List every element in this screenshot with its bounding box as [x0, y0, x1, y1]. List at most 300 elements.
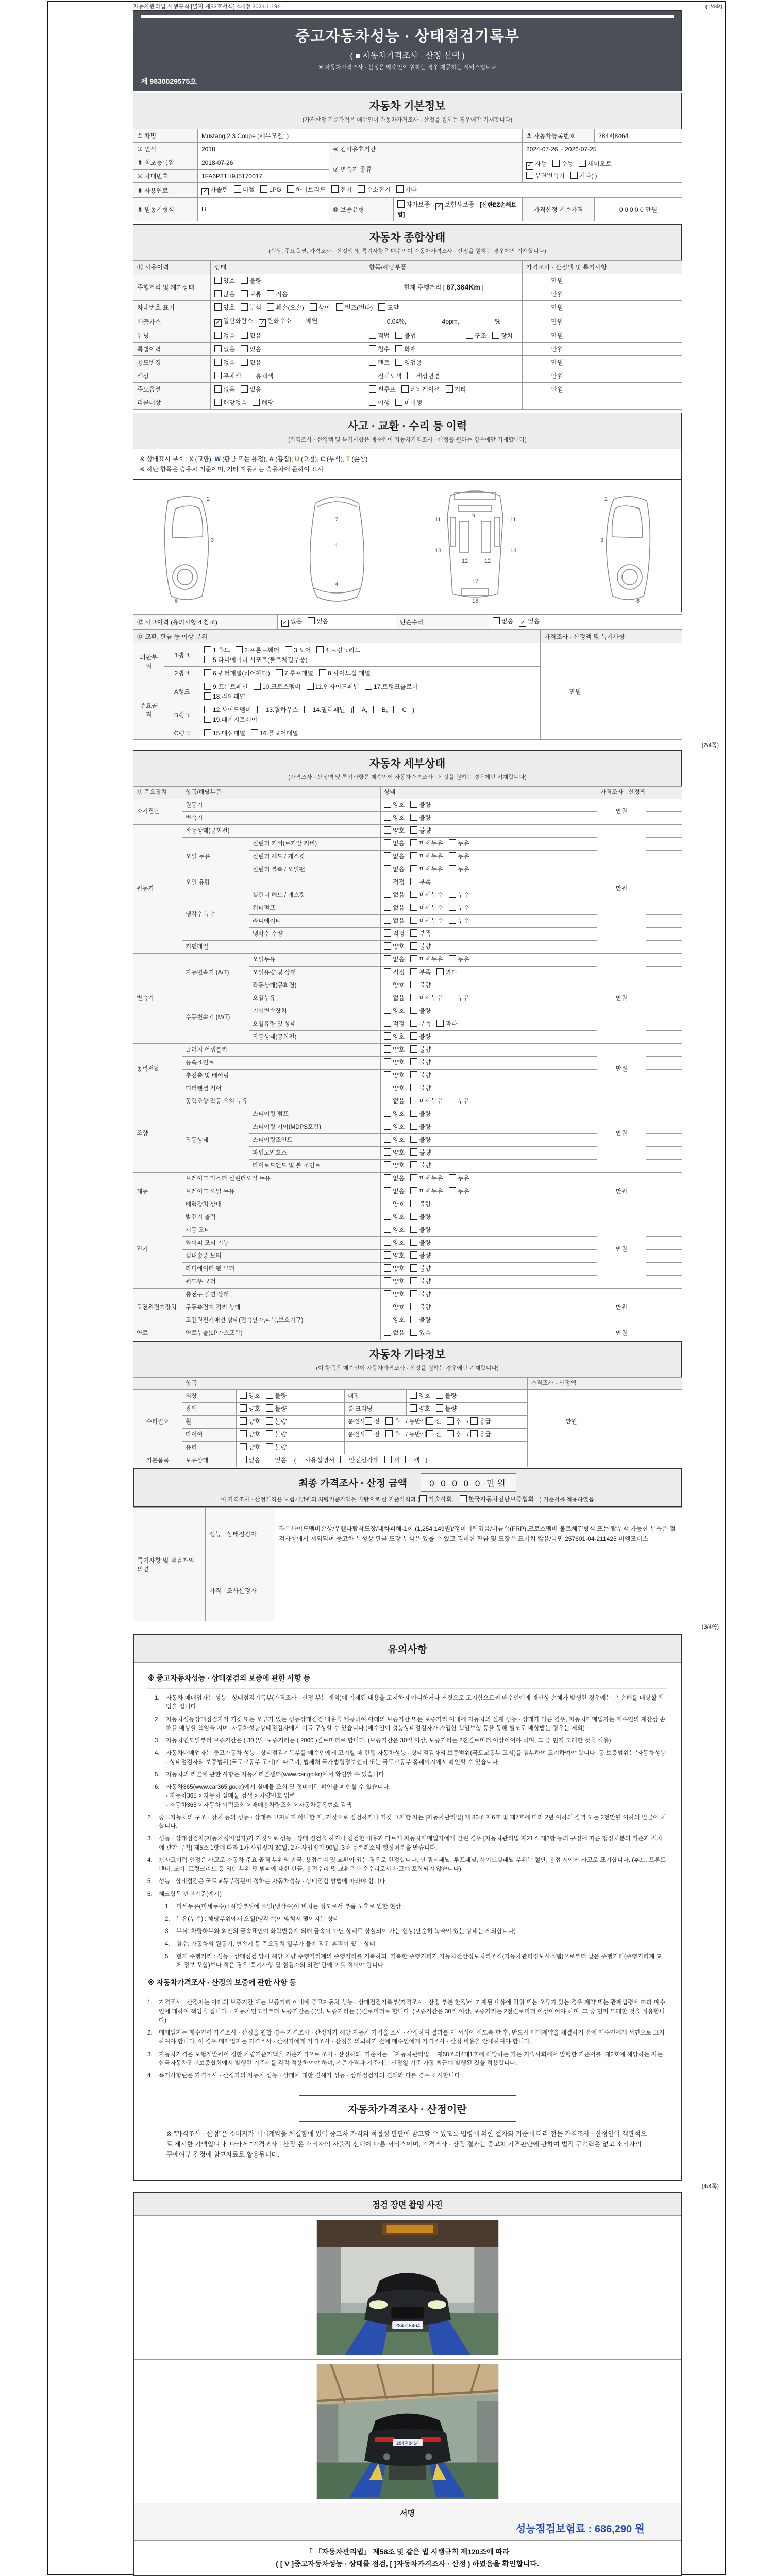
checkbox-option[interactable]: [384, 1109, 405, 1119]
checkbox-option[interactable]: [384, 1174, 405, 1183]
checkbox-option[interactable]: [410, 968, 431, 977]
checkbox-option[interactable]: [240, 1430, 260, 1439]
checkbox-icon[interactable]: [267, 290, 274, 297]
checkbox-icon[interactable]: [410, 1316, 417, 1323]
checkbox-option[interactable]: [384, 1225, 405, 1235]
checkbox-icon[interactable]: [410, 994, 417, 1001]
checkbox-icon[interactable]: [410, 852, 417, 859]
checkbox-option[interactable]: [257, 705, 298, 714]
checkbox-option[interactable]: [214, 316, 253, 327]
checkbox-icon[interactable]: [395, 399, 402, 406]
checkbox-checked-icon[interactable]: ✓: [201, 188, 209, 195]
checkbox-icon[interactable]: [410, 917, 417, 924]
checkbox-icon[interactable]: [384, 1187, 391, 1194]
checkbox-icon[interactable]: [384, 891, 391, 898]
checkbox-icon[interactable]: [266, 1392, 273, 1399]
checkbox-option[interactable]: [384, 1032, 405, 1042]
checkbox-option[interactable]: [350, 706, 368, 714]
checkbox-option[interactable]: [251, 728, 298, 737]
checkbox-option[interactable]: [410, 813, 431, 823]
checkbox-option[interactable]: [266, 1404, 287, 1414]
checkbox-icon[interactable]: [241, 359, 248, 366]
checkbox-option[interactable]: [419, 1495, 454, 1503]
checkbox-icon[interactable]: [410, 1404, 417, 1412]
checkbox-option[interactable]: [410, 1174, 443, 1183]
checkbox-option[interactable]: [410, 929, 431, 939]
signature-label[interactable]: 서명: [400, 2509, 415, 2518]
checkbox-icon[interactable]: [241, 277, 248, 284]
checkbox-option[interactable]: [384, 800, 405, 810]
checkbox-option[interactable]: [449, 1096, 469, 1106]
checkbox-option[interactable]: [214, 276, 235, 285]
checkbox-icon[interactable]: [365, 1417, 372, 1425]
checkbox-option[interactable]: [365, 1417, 380, 1427]
checkbox-option[interactable]: [384, 1006, 405, 1016]
checkbox-icon[interactable]: [426, 1430, 433, 1437]
checkbox-icon[interactable]: [336, 303, 343, 311]
checkbox-icon[interactable]: [384, 1264, 391, 1272]
checkbox-option[interactable]: [214, 345, 235, 353]
checkbox-option[interactable]: [384, 1264, 405, 1274]
checkbox-icon[interactable]: [419, 1495, 427, 1502]
checkbox-icon[interactable]: [449, 994, 456, 1001]
checkbox-option[interactable]: [393, 706, 407, 714]
checkbox-checked-icon[interactable]: ✓: [281, 620, 289, 627]
checkbox-icon[interactable]: [287, 185, 294, 193]
checkbox-icon[interactable]: [266, 1430, 273, 1437]
checkbox-option[interactable]: [266, 1443, 287, 1452]
checkbox-icon[interactable]: [393, 706, 400, 713]
checkbox-option[interactable]: [340, 1455, 379, 1465]
checkbox-option[interactable]: [365, 682, 418, 691]
checkbox-icon[interactable]: [251, 729, 258, 736]
checkbox-option[interactable]: [240, 1404, 260, 1414]
checkbox-icon[interactable]: [316, 646, 324, 653]
checkbox-icon[interactable]: [241, 385, 248, 393]
checkbox-option[interactable]: [410, 1187, 443, 1196]
checkbox-option[interactable]: [449, 1174, 469, 1183]
checkbox-icon[interactable]: [384, 1290, 391, 1297]
checkbox-icon[interactable]: [214, 345, 222, 352]
checkbox-option[interactable]: [308, 617, 328, 625]
checkbox-icon[interactable]: [410, 839, 417, 846]
checkbox-icon[interactable]: [410, 1174, 417, 1181]
checkbox-icon[interactable]: [240, 1404, 247, 1412]
checkbox-option[interactable]: [204, 728, 245, 737]
checkbox-icon[interactable]: [214, 332, 222, 339]
checkbox-option[interactable]: [384, 852, 405, 861]
checkbox-icon[interactable]: [449, 917, 456, 924]
checkbox-icon[interactable]: [254, 683, 261, 690]
checkbox-option[interactable]: [241, 290, 261, 298]
checkbox-icon[interactable]: [410, 891, 417, 898]
checkbox-option[interactable]: [240, 1443, 260, 1452]
checkbox-icon[interactable]: [308, 617, 315, 624]
checkbox-option[interactable]: [410, 1212, 431, 1222]
checkbox-icon[interactable]: [401, 385, 409, 393]
checkbox-option[interactable]: [401, 385, 440, 394]
checkbox-icon[interactable]: [384, 955, 391, 962]
checkbox-option[interactable]: [296, 1455, 334, 1465]
checkbox-option[interactable]: [410, 916, 443, 926]
checkbox-icon[interactable]: [234, 185, 241, 193]
checkbox-option[interactable]: [236, 646, 279, 654]
checkbox-icon[interactable]: [240, 1456, 247, 1463]
checkbox-option[interactable]: [297, 316, 317, 325]
checkbox-option[interactable]: [331, 185, 352, 194]
checkbox-icon[interactable]: [410, 1303, 417, 1310]
checkbox-option[interactable]: [410, 890, 443, 900]
checkbox-icon[interactable]: [447, 1430, 454, 1437]
checkbox-icon[interactable]: [410, 1290, 417, 1297]
checkbox-option[interactable]: [384, 929, 405, 939]
checkbox-icon[interactable]: [384, 814, 391, 821]
checkbox-option[interactable]: [395, 345, 416, 353]
checkbox-option[interactable]: [384, 877, 405, 887]
checkbox-option[interactable]: [410, 1019, 431, 1029]
checkbox-icon[interactable]: [436, 1404, 443, 1412]
checkbox-option[interactable]: [446, 385, 466, 394]
checkbox-icon[interactable]: [240, 1417, 247, 1425]
checkbox-option[interactable]: [449, 1187, 469, 1196]
checkbox-icon[interactable]: [449, 955, 456, 962]
checkbox-option[interactable]: [410, 1032, 431, 1042]
checkbox-option[interactable]: [410, 1238, 431, 1248]
checkbox-icon[interactable]: [385, 1417, 393, 1425]
checkbox-icon[interactable]: [266, 1443, 273, 1450]
checkbox-option[interactable]: [254, 682, 301, 691]
checkbox-option[interactable]: [214, 358, 235, 367]
checkbox-icon[interactable]: [384, 1251, 391, 1259]
checkbox-option[interactable]: [410, 1071, 431, 1080]
checkbox-icon[interactable]: [240, 1430, 247, 1437]
checkbox-icon[interactable]: [257, 706, 264, 713]
checkbox-option[interactable]: [570, 171, 597, 180]
checkbox-icon[interactable]: [204, 669, 211, 676]
checkbox-option[interactable]: [384, 1083, 405, 1093]
checkbox-icon[interactable]: [410, 1213, 417, 1220]
checkbox-option[interactable]: [310, 303, 330, 312]
checkbox-icon[interactable]: [449, 1174, 456, 1181]
checkbox-option[interactable]: [410, 1328, 431, 1338]
checkbox-icon[interactable]: [319, 669, 326, 676]
checkbox-option[interactable]: [410, 1251, 431, 1261]
checkbox-icon[interactable]: [395, 359, 402, 366]
checkbox-option[interactable]: [241, 385, 261, 394]
checkbox-icon[interactable]: [384, 1148, 391, 1156]
checkbox-option[interactable]: [449, 955, 469, 964]
checkbox-icon[interactable]: [204, 706, 211, 713]
checkbox-icon[interactable]: [449, 839, 456, 846]
checkbox-icon[interactable]: [384, 1045, 391, 1053]
checkbox-icon[interactable]: [410, 865, 417, 872]
checkbox-icon[interactable]: [384, 1007, 391, 1014]
checkbox-option[interactable]: [410, 1290, 431, 1299]
checkbox-icon[interactable]: [410, 1123, 417, 1130]
checkbox-option[interactable]: [526, 171, 565, 180]
checkbox-option[interactable]: [384, 1096, 405, 1106]
checkbox-icon[interactable]: [369, 345, 376, 352]
checkbox-option[interactable]: [384, 916, 405, 926]
checkbox-option[interactable]: [395, 358, 422, 367]
checkbox-option[interactable]: [241, 303, 261, 312]
checkbox-icon[interactable]: [570, 172, 578, 179]
checkbox-icon[interactable]: [369, 332, 376, 339]
checkbox-icon[interactable]: [410, 1392, 417, 1399]
checkbox-icon[interactable]: [384, 801, 391, 808]
checkbox-option[interactable]: [449, 839, 469, 849]
checkbox-icon[interactable]: [384, 1161, 391, 1168]
checkbox-icon[interactable]: [410, 955, 417, 962]
checkbox-checked-icon[interactable]: ✓: [519, 620, 526, 627]
checkbox-icon[interactable]: [449, 904, 456, 911]
checkbox-icon[interactable]: [384, 1329, 391, 1336]
checkbox-icon[interactable]: [373, 706, 380, 713]
checkbox-icon[interactable]: [410, 1239, 417, 1246]
checkbox-option[interactable]: [385, 1417, 400, 1427]
checkbox-icon[interactable]: [214, 303, 222, 311]
checkbox-icon[interactable]: [384, 904, 391, 911]
checkbox-icon[interactable]: [358, 185, 365, 193]
checkbox-icon[interactable]: [410, 826, 417, 834]
checkbox-option[interactable]: [234, 185, 255, 194]
checkbox-icon[interactable]: [241, 290, 248, 297]
checkbox-icon[interactable]: [365, 1430, 372, 1437]
checkbox-option[interactable]: [492, 331, 513, 340]
checkbox-option[interactable]: [266, 1430, 287, 1439]
checkbox-option[interactable]: [410, 1264, 431, 1274]
checkbox-option[interactable]: [247, 371, 274, 380]
checkbox-option[interactable]: [204, 669, 270, 677]
checkbox-icon[interactable]: [410, 1045, 417, 1053]
checkbox-option[interactable]: [240, 1455, 260, 1465]
checkbox-option[interactable]: [281, 617, 302, 627]
checkbox-option[interactable]: [384, 1045, 405, 1055]
checkbox-option[interactable]: [369, 385, 396, 394]
checkbox-option[interactable]: [384, 826, 405, 836]
checkbox-option[interactable]: [266, 1417, 287, 1427]
checkbox-icon[interactable]: [384, 968, 391, 975]
checkbox-option[interactable]: [449, 916, 469, 926]
checkbox-option[interactable]: [384, 1058, 405, 1067]
checkbox-icon[interactable]: [384, 865, 391, 872]
checkbox-icon[interactable]: [384, 1213, 391, 1220]
checkbox-option[interactable]: [384, 1148, 405, 1158]
checkbox-icon[interactable]: [384, 942, 391, 950]
checkbox-option[interactable]: [410, 1045, 431, 1055]
checkbox-icon[interactable]: [385, 1430, 393, 1437]
checkbox-icon[interactable]: [384, 878, 391, 885]
checkbox-option[interactable]: [214, 290, 235, 298]
checkbox-icon[interactable]: [410, 1277, 417, 1284]
checkbox-icon[interactable]: [449, 852, 456, 859]
checkbox-icon[interactable]: [410, 1110, 417, 1117]
checkbox-option[interactable]: [384, 1315, 405, 1325]
checkbox-option[interactable]: [369, 331, 390, 340]
checkbox-option[interactable]: [384, 903, 405, 913]
checkbox-icon[interactable]: [410, 1187, 417, 1194]
checkbox-icon[interactable]: [579, 160, 586, 167]
checkbox-icon[interactable]: [276, 669, 283, 676]
checkbox-option[interactable]: [466, 331, 486, 340]
checkbox-option[interactable]: [470, 1430, 491, 1439]
checkbox-icon[interactable]: [214, 399, 222, 406]
checkbox-option[interactable]: [240, 1417, 260, 1427]
checkbox-icon[interactable]: [365, 683, 372, 690]
checkbox-icon[interactable]: [384, 1200, 391, 1207]
checkbox-icon[interactable]: [410, 904, 417, 911]
checkbox-option[interactable]: [241, 358, 261, 367]
checkbox-option[interactable]: [260, 185, 281, 193]
checkbox-option[interactable]: [410, 1315, 431, 1325]
checkbox-option[interactable]: [449, 865, 469, 874]
checkbox-option[interactable]: [336, 303, 373, 312]
checkbox-icon[interactable]: [449, 891, 456, 898]
checkbox-option[interactable]: [493, 617, 513, 625]
checkbox-icon[interactable]: [384, 1020, 391, 1027]
checkbox-icon[interactable]: [449, 1187, 456, 1194]
checkbox-option[interactable]: [410, 1161, 431, 1171]
checkbox-icon[interactable]: [384, 1277, 391, 1284]
checkbox-option[interactable]: [410, 1277, 431, 1286]
checkbox-icon[interactable]: [436, 1020, 444, 1027]
checkbox-icon[interactable]: [436, 1392, 443, 1399]
checkbox-option[interactable]: [384, 1238, 405, 1248]
checkbox-icon[interactable]: [384, 852, 391, 859]
checkbox-option[interactable]: [384, 1199, 405, 1209]
checkbox-icon[interactable]: [410, 1264, 417, 1272]
checkbox-icon[interactable]: [384, 1110, 391, 1117]
checkbox-option[interactable]: [384, 1290, 405, 1299]
checkbox-option[interactable]: [384, 1122, 405, 1132]
checkbox-option[interactable]: [384, 1277, 405, 1286]
checkbox-option[interactable]: [447, 1417, 462, 1427]
checkbox-option[interactable]: [410, 1199, 431, 1209]
checkbox-icon[interactable]: [204, 683, 211, 690]
checkbox-option[interactable]: [365, 1430, 380, 1439]
checkbox-icon[interactable]: [384, 839, 391, 846]
checkbox-option[interactable]: [384, 1187, 405, 1196]
checkbox-icon[interactable]: [384, 929, 391, 937]
checkbox-icon[interactable]: [214, 359, 222, 366]
checkbox-option[interactable]: [447, 1430, 462, 1439]
checkbox-option[interactable]: [204, 705, 251, 714]
checkbox-icon[interactable]: [410, 1148, 417, 1156]
checkbox-option[interactable]: [410, 903, 443, 913]
checkbox-option[interactable]: [410, 1391, 430, 1401]
checkbox-icon[interactable]: [240, 1443, 247, 1450]
checkbox-option[interactable]: [436, 1019, 457, 1029]
checkbox-icon[interactable]: [266, 1417, 273, 1425]
checkbox-option[interactable]: [395, 331, 416, 340]
checkbox-icon[interactable]: [410, 1136, 417, 1143]
checkbox-option[interactable]: [384, 955, 405, 964]
checkbox-option[interactable]: [241, 345, 261, 353]
checkbox-icon[interactable]: [214, 372, 222, 379]
checkbox-option[interactable]: [214, 398, 247, 407]
checkbox-icon[interactable]: [241, 345, 248, 352]
checkbox-option[interactable]: [369, 398, 390, 407]
checkbox-icon[interactable]: [204, 656, 211, 663]
checkbox-checked-icon[interactable]: ✓: [526, 162, 533, 170]
checkbox-option[interactable]: [410, 839, 443, 849]
checkbox-option[interactable]: [410, 1109, 431, 1119]
checkbox-option[interactable]: [384, 813, 405, 823]
checkbox-option[interactable]: [214, 371, 241, 380]
checkbox-option[interactable]: [259, 316, 291, 327]
checkbox-option[interactable]: [410, 1302, 431, 1312]
checkbox-option[interactable]: [384, 1455, 399, 1465]
checkbox-icon[interactable]: [384, 1316, 391, 1323]
checkbox-option[interactable]: [266, 1455, 287, 1465]
checkbox-icon[interactable]: [350, 706, 360, 714]
checkbox-icon[interactable]: [493, 617, 500, 624]
checkbox-option[interactable]: [369, 358, 390, 367]
checkbox-option[interactable]: [384, 839, 405, 849]
checkbox-option[interactable]: [253, 398, 273, 407]
checkbox-option[interactable]: [449, 852, 469, 861]
checkbox-icon[interactable]: [526, 172, 533, 179]
checkbox-icon[interactable]: [204, 716, 211, 723]
checkbox-option[interactable]: [384, 890, 405, 900]
checkbox-icon[interactable]: [460, 1495, 467, 1502]
checkbox-option[interactable]: [410, 1225, 431, 1235]
checkbox-option[interactable]: [410, 865, 443, 874]
checkbox-option[interactable]: [397, 200, 430, 209]
checkbox-option[interactable]: [267, 290, 288, 298]
checkbox-option[interactable]: [410, 800, 431, 810]
checkbox-icon[interactable]: [426, 1417, 433, 1425]
checkbox-option[interactable]: [369, 371, 401, 380]
checkbox-option[interactable]: [369, 345, 390, 353]
checkbox-icon[interactable]: [396, 185, 404, 193]
checkbox-icon[interactable]: [410, 942, 417, 950]
checkbox-option[interactable]: [396, 185, 417, 194]
checkbox-icon[interactable]: [449, 1097, 456, 1104]
checkbox-icon[interactable]: [397, 200, 405, 208]
checkbox-icon[interactable]: [241, 332, 248, 339]
checkbox-option[interactable]: [410, 1083, 431, 1093]
checkbox-option[interactable]: [526, 159, 547, 170]
checkbox-option[interactable]: [410, 955, 443, 964]
checkbox-icon[interactable]: [384, 917, 391, 924]
checkbox-option[interactable]: [241, 331, 261, 340]
checkbox-option[interactable]: [410, 1404, 430, 1414]
checkbox-option[interactable]: [410, 980, 431, 990]
checkbox-option[interactable]: [410, 826, 431, 836]
checkbox-option[interactable]: [410, 1096, 443, 1106]
checkbox-icon[interactable]: [446, 385, 453, 393]
checkbox-option[interactable]: [319, 669, 371, 677]
checkbox-option[interactable]: [384, 1019, 405, 1029]
checkbox-icon[interactable]: [369, 372, 376, 379]
checkbox-icon[interactable]: [378, 303, 385, 311]
checkbox-option[interactable]: [385, 1430, 400, 1439]
checkbox-option[interactable]: [204, 682, 248, 691]
checkbox-icon[interactable]: [410, 1032, 417, 1040]
checkbox-icon[interactable]: [214, 290, 222, 297]
checkbox-option[interactable]: [410, 852, 443, 861]
checkbox-checked-icon[interactable]: ✓: [435, 203, 443, 210]
checkbox-icon[interactable]: [260, 185, 267, 193]
checkbox-option[interactable]: [426, 1430, 441, 1439]
checkbox-icon[interactable]: [310, 303, 317, 311]
checkbox-icon[interactable]: [410, 878, 417, 885]
checkbox-option[interactable]: [436, 1404, 457, 1414]
checkbox-icon[interactable]: [384, 1239, 391, 1246]
checkbox-option[interactable]: [407, 371, 440, 380]
checkbox-icon[interactable]: [331, 185, 339, 193]
